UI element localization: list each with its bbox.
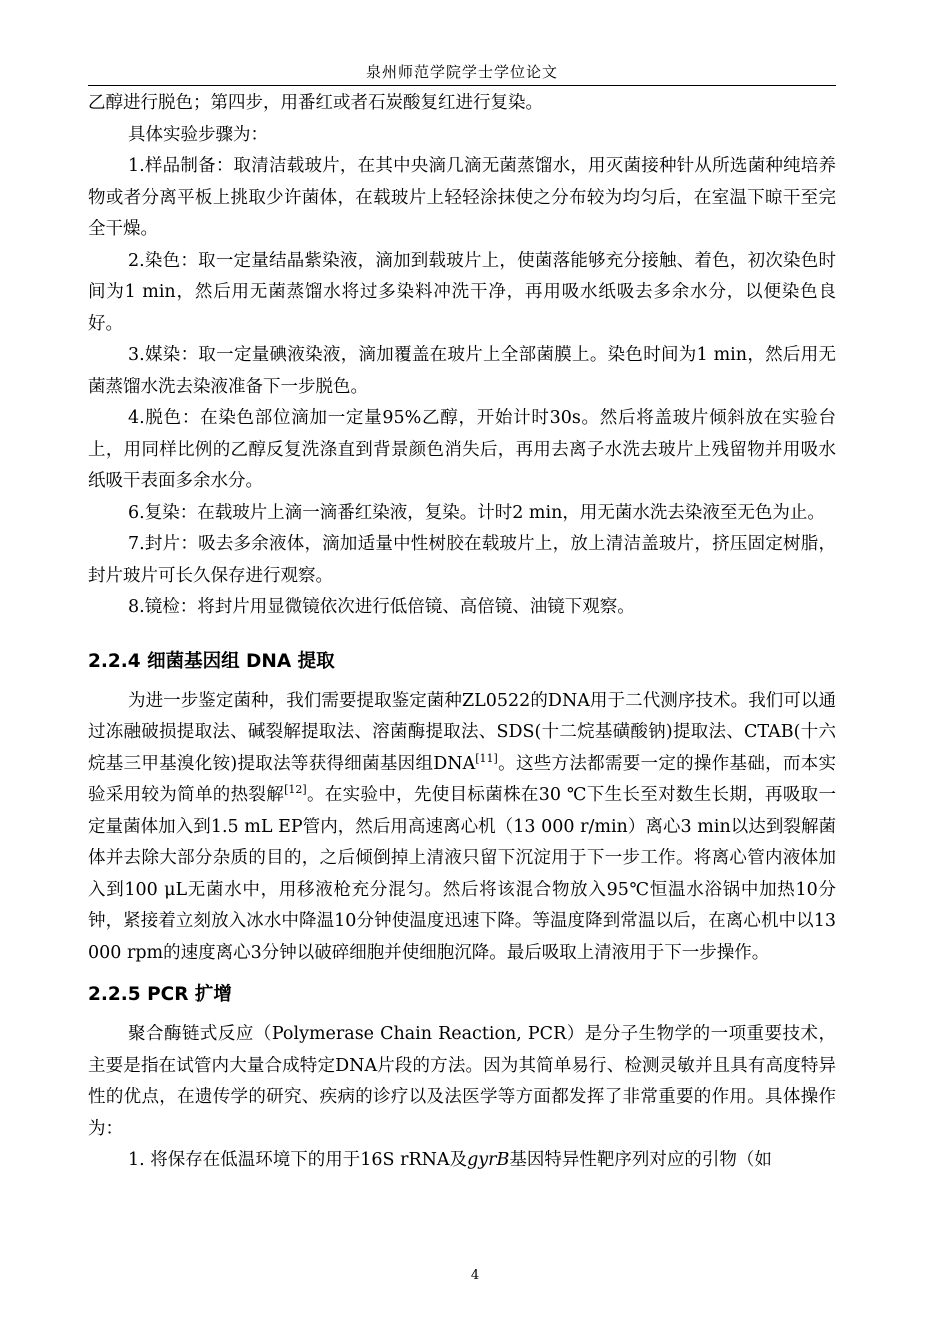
dna-text-c: 。在实验中，先使目标菌株在30 ℃下生长至对数生长期，再吸取一定量菌体加入到1.5 mL EP管内，然后用高速离心机（13 000 r/min）离心3 min以达到裂解菌体并去除大部分杂质的目的，之后倾倒掉上清液只留下沉淀用于下一步工作。将离心管内液体加入到100 μL无菌水中，用移液枪充分混匀。然后将该混合物放入95℃恒温水浴锅中加热10分钟，紧接着立刻放入冰水中降温10分钟使温度迅速下降。等温度降到常温以后，在离心机中以13 000 rpm的速度离心3分钟以破碎细胞并使细胞沉降。最后吸取上清液用于下一步操作。 <box>88 785 837 963</box>
paragraph-continuation: 乙醇进行脱色；第四步，用番红或者石炭酸复红进行复染。 <box>88 93 543 113</box>
paragraph-steps-intro: 具体实验步骤为： <box>128 124 268 145</box>
paragraph-pcr-intro: 聚合酶链式反应（Polymerase Chain Reaction, PCR）是分子生物学的一项重要技术，主要是指在试管内大量合成特定DNA片段的方法。因为其简单易行、检测灵敏并且具有高度特异性的优点，在遗传学的研究、疾病的诊疗以及法医学等方面都发挥了非常重要的作用。具体操作为： <box>88 1024 836 1139</box>
paragraph-pcr-step1 <box>88 1145 836 1177</box>
paragraph-dna-extraction <box>88 686 836 970</box>
section-heading-dna-extraction: 2.2.4 细菌基因组 DNA 提取 <box>88 650 335 672</box>
citation-11: [11] <box>475 751 498 765</box>
gene-name-gyrB: gyrB <box>467 1150 510 1170</box>
dna-text-a: 为进一步鉴定菌种，我们需要提取鉴定菌种ZL0522的DNA用于二代测序技术。我们可以通过冻融破损提取法、碱裂解提取法、溶菌酶提取法、SDS(十二烷基磺酸钠)提取法、CTAB(十六烷基三甲基溴化铵)提取法等获得细菌基因组DNA <box>88 690 836 774</box>
pcr-step1-a: 1. 将保存在低温环境下的用于16S rRNA及 <box>128 1150 468 1170</box>
dna-text-b: 。这些方法都需要一定的操作基础，而本实验采用较为简单的热裂解 <box>88 753 837 805</box>
citation-12: [12] <box>284 783 307 797</box>
step-decolorize: 4.脱色：在染色部位滴加一定量95%乙醇，开始计时30s。然后将盖玻片倾斜放在实验台上，用同样比例的乙醇反复洗涤直到背景颜色消失后，再用去离子水洗去玻片上残留物并用吸水纸吸干表面多余水分。 <box>88 408 836 491</box>
step-mounting: 7.封片：吸去多余液体，滴加适量中性树胶在载玻片上，放上清洁盖玻片，挤压固定树脂，封片玻片可长久保存进行观察。 <box>88 534 836 586</box>
step-staining: 2.染色：取一定量结晶紫染液，滴加到载玻片上，使菌落能够充分接触、着色，初次染色时间为1 min，然后用无菌蒸馏水将过多染料冲洗干净，再用吸水纸吸去多余水分，以便染色良好。 <box>88 250 836 334</box>
header-rule <box>88 85 836 86</box>
step-counterstain: 6.复染：在载玻片上滴一滴番红染液，复染。计时2 min，用无菌水洗去染液至无色为止。 <box>128 502 825 523</box>
step-microscopy: 8.镜检：将封片用显微镜依次进行低倍镜、高倍镜、油镜下观察。 <box>128 597 635 617</box>
step-sample-prep: 1.样品制备：取清洁载玻片，在其中央滴几滴无菌蒸馏水，用灭菌接种针从所选菌种纯培养物或者分离平板上挑取少许菌体，在载玻片上轻轻涂抹使之分布较为均匀后，在室温下晾干至完全干燥。 <box>88 156 836 239</box>
page-body <box>88 88 836 1177</box>
step-mordant: 3.媒染：取一定量碘液染液，滴加覆盖在玻片上全部菌膜上。染色时间为1 min，然后用无菌蒸馏水洗去染液准备下一步脱色。 <box>88 345 836 397</box>
page-header: 泉州师范学院学士学位论文 <box>365 63 558 81</box>
page-number: 4 <box>470 1268 480 1283</box>
pcr-step1-b: 基因特异性靶序列对应的引物（如 <box>509 1150 772 1170</box>
section-heading-pcr: 2.2.5 PCR 扩增 <box>88 984 232 1005</box>
